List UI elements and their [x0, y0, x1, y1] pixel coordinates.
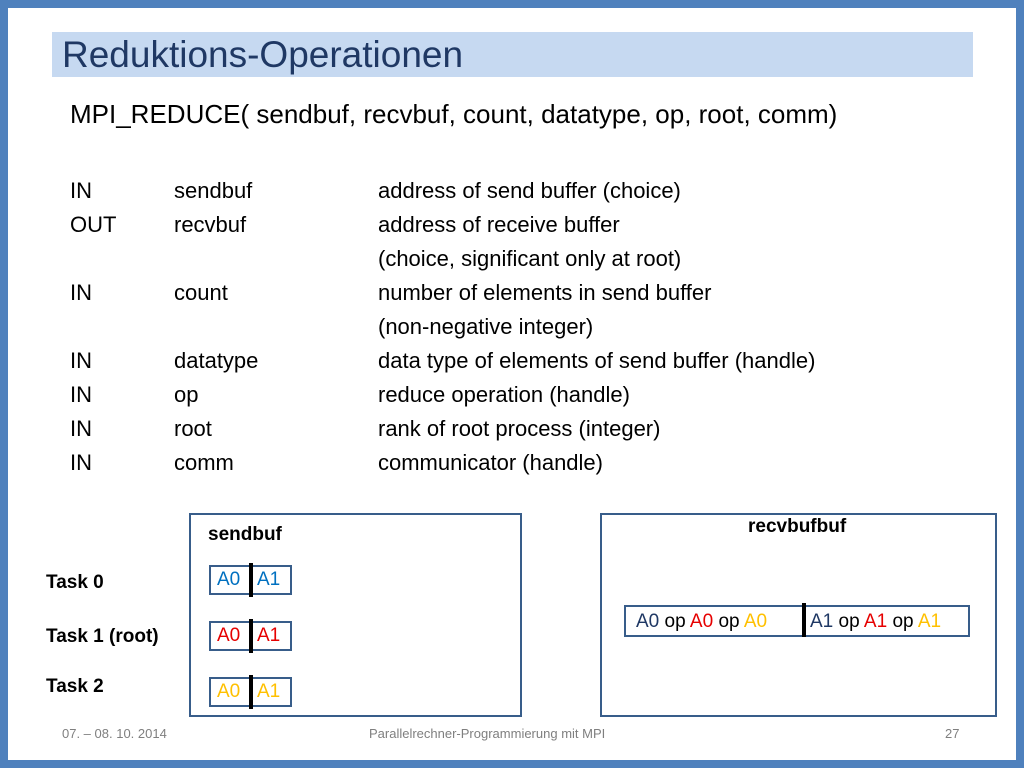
footer-course: Parallelrechner-Programmierung mit MPI — [369, 726, 606, 741]
buffer-separator — [802, 603, 806, 637]
footer-date: 07. – 08. 10. 2014 — [62, 726, 167, 741]
param-description: address of send buffer (choice) — [378, 178, 681, 203]
buffer-element-a0: A0 — [217, 681, 241, 702]
param-name: op — [174, 382, 199, 407]
task1-buffer — [209, 621, 292, 651]
result-buffer — [624, 605, 970, 637]
buffer-element-a0: A0 — [217, 569, 241, 590]
param-description: rank of root process (integer) — [378, 416, 661, 441]
result-expression: A0 op A0 op A0 — [636, 611, 768, 632]
buffer-element-a1: A1 — [257, 625, 281, 646]
buffer-element-a1: A1 — [257, 681, 281, 702]
param-direction: IN — [70, 280, 92, 305]
param-description: (non-negative integer) — [378, 314, 594, 339]
task2-buffer — [209, 677, 292, 707]
task-label: Task 2 — [46, 676, 104, 697]
function-signature: MPI_REDUCE( sendbuf, recvbuf, count, datatype, op, root, comm) — [70, 99, 838, 129]
recvbuf-label: recvbufbuf — [748, 516, 847, 537]
buffer-element-a1: A1 — [257, 569, 281, 590]
buffer-separator — [249, 563, 253, 597]
param-direction: OUT — [70, 212, 117, 237]
param-description: communicator (handle) — [378, 450, 603, 475]
param-description: address of receive buffer — [378, 212, 620, 237]
result-expression: A1 op A1 op A1 — [810, 611, 942, 632]
task0-buffer — [209, 565, 292, 595]
param-description: (choice, significant only at root) — [378, 246, 682, 271]
param-name: datatype — [174, 348, 259, 373]
param-name: root — [174, 416, 212, 441]
param-direction: IN — [70, 416, 92, 441]
param-name: sendbuf — [174, 178, 253, 203]
slide-title: Reduktions-Operationen — [62, 34, 464, 75]
sendbuf-label: sendbuf — [208, 524, 282, 545]
buffer-element-a0: A0 — [217, 625, 241, 646]
buffer-separator — [249, 675, 253, 709]
param-description: data type of elements of send buffer (handle) — [378, 348, 816, 373]
param-direction: IN — [70, 348, 92, 373]
param-name: comm — [174, 450, 234, 475]
task-label: Task 1 (root) — [46, 626, 159, 647]
param-name: recvbuf — [174, 212, 247, 237]
param-direction: IN — [70, 178, 92, 203]
page-number: 27 — [945, 726, 960, 741]
param-description: reduce operation (handle) — [378, 382, 630, 407]
param-description: number of elements in send buffer — [378, 280, 712, 305]
param-name: count — [174, 280, 228, 305]
param-direction: IN — [70, 382, 92, 407]
task-label: Task 0 — [46, 572, 104, 593]
param-direction: IN — [70, 450, 92, 475]
buffer-separator — [249, 619, 253, 653]
